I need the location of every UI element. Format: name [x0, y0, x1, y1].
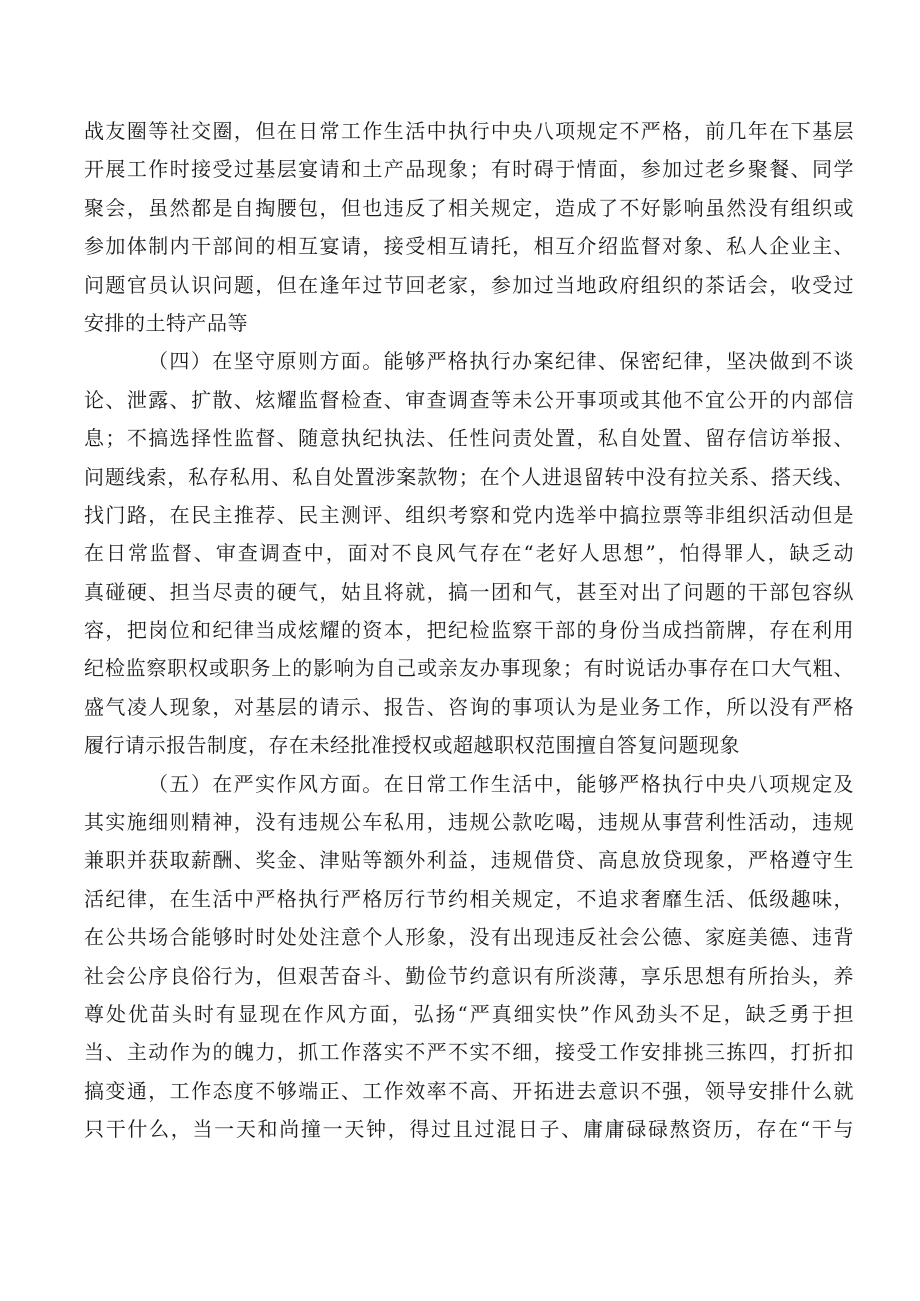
text-line: 其实施细则精神，没有违规公车私用，违规公款吃喝，违规从事营利性活动，违规 [84, 810, 854, 835]
text-line: 容，把岗位和纪律当成炫耀的资本，把纪检监察干部的身份当成挡箭牌，存在利用 [84, 618, 854, 643]
paragraph-1 [84, 112, 854, 342]
text-line: 息；不搞选择性监督、随意执纪执法、任性问责处置，私自处置、留存信访举报、 [84, 426, 854, 451]
text-line: 盛气凌人现象，对基层的请示、报告、咨询的事项认为是业务工作，所以没有严格 [84, 694, 854, 719]
text-line: 找门路，在民主推荐、民主测评、组织考察和党内选举中搞拉票等非组织活动但是 [84, 502, 854, 527]
text-line: 在日常监督、审查调查中，面对不良风气存在“老好人思想”，怕得罪人，缺乏动 [84, 541, 854, 566]
paragraph-3 [84, 765, 854, 1149]
text-line: 尊处优苗头时有显现在作风方面，弘扬“严真细实快”作风劲头不足，缺乏勇于担 [84, 1001, 854, 1026]
text-line: 参加体制内干部间的相互宴请，接受相互请托，相互介绍监督对象、私人企业主、 [84, 234, 854, 259]
body-text [84, 112, 854, 1149]
text-line: （四）在坚守原则方面。能够严格执行办案纪律、保密纪律，坚决做到不谈 [148, 349, 854, 374]
text-line: （五）在严实作风方面。在日常工作生活中，能够严格执行中央八项规定及 [148, 771, 854, 796]
text-line: 聚会，虽然都是自掏腰包，但也违反了相关规定，造成了不好影响虽然没有组织或 [84, 195, 854, 220]
text-line: 活纪律，在生活中严格执行严格厉行节约相关规定，不追求奢靡生活、低级趣味， [84, 886, 854, 911]
text-line: 问题官员认识问题，但在逢年过节回老家，参加过当地政府组织的茶话会，收受过 [84, 272, 854, 297]
text-line: 兼职并获取薪酬、奖金、津贴等额外利益，违规借贷、高息放贷现象，严格遵守生 [84, 848, 854, 873]
text-line: 纪检监察职权或职务上的影响为自己或亲友办事现象；有时说话办事存在口大气粗、 [84, 656, 854, 681]
text-line: 真碰硬、担当尽责的硬气，姑且将就，搞一团和气，甚至对出了问题的干部包容纵 [84, 579, 854, 604]
text-line: 在公共场合能够时时处处注意个人形象，没有出现违反社会公德、家庭美德、违背 [84, 925, 854, 950]
text-line: 搞变通，工作态度不够端正、工作效率不高、开拓进去意识不强，领导安排什么就 [84, 1078, 854, 1103]
text-line: 社会公序良俗行为，但艰苦奋斗、勤俭节约意识有所淡薄，享乐思想有所抬头，养 [84, 963, 854, 988]
text-line: 论、泄露、扩散、炫耀监督检查、审查调查等未公开事项或其他不宜公开的内部信 [84, 387, 854, 412]
text-line: 当、主动作为的魄力，抓工作落实不严不实不细，接受工作安排挑三拣四，打折扣 [84, 1040, 854, 1065]
text-line: 问题线索，私存私用、私自处置涉案款物；在个人进退留转中没有拉关系、搭天线、 [84, 464, 854, 489]
text-line: 战友圈等社交圈，但在日常工作生活中执行中央八项规定不严格，前几年在下基层 [84, 119, 854, 143]
text-line: 安排的土特产品等 [84, 310, 248, 335]
text-line: 只干什么，当一天和尚撞一天钟，得过且过混日子、庸庸碌碌熬资历，存在“干与 [84, 1117, 854, 1142]
text-line: 履行请示报告制度，存在未经批准授权或超越职权范围擅自答复问题现象 [84, 733, 740, 758]
text-line: 开展工作时接受过基层宴请和土产品现象；有时碍于情面，参加过老乡聚餐、同学 [84, 157, 854, 182]
paragraph-2 [84, 342, 854, 764]
